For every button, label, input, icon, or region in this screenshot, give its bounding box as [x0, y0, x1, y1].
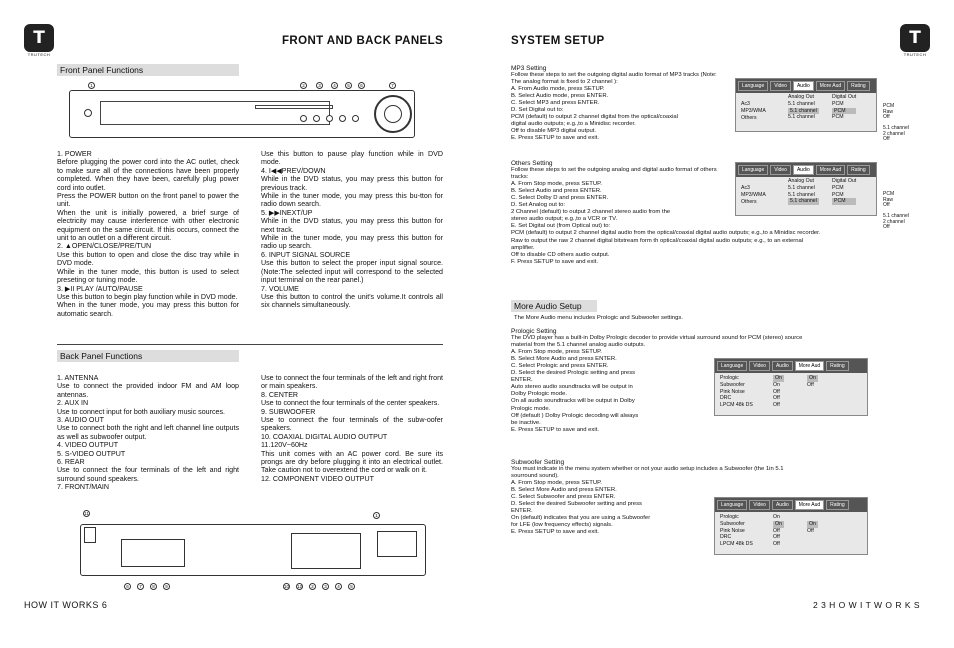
menu-tab: Rating	[847, 81, 869, 91]
step-line: Prologic mode.	[511, 405, 551, 412]
text-line: Use to connect input for both auxiliary music sources.	[57, 407, 225, 416]
step-line: B. Select Audio and press ENTER.	[511, 188, 602, 195]
menu-values-col	[773, 375, 784, 409]
text-line: Use this button to select the proper input signal source.(Note:The selected input will correspond to the selected input terminal on the rear panel.)	[261, 259, 443, 285]
text-line: 2. ▲OPEN/CLOSE/PRE/TUN	[57, 242, 152, 251]
menu-row: MP3/WMA	[741, 191, 766, 198]
step-line: On (default) indicates that you are using a Subwoofer	[511, 515, 651, 522]
text-line: While in the DVD status, you may press this button for next track.	[261, 217, 443, 234]
option: 5.1 channel	[883, 213, 909, 219]
subwoofer-intro: You must indicate in the menu system whether or not your audio setup includes a Subwoofer (the 1in 5.1 sourround sound).	[511, 466, 784, 480]
menu-val-selected: PCM	[832, 108, 856, 115]
step-line: D. Set Digital out to:	[511, 107, 564, 114]
text-line: 9. SUBWOOFER	[261, 407, 316, 416]
menu-tab-active: More Aud	[795, 361, 824, 371]
menu-val: 5.1 channel	[788, 100, 815, 107]
step-line: C. Select MP3 and press ENTER.	[511, 100, 600, 107]
menu-row: LPCM 48k DS	[720, 402, 753, 409]
menu-tab: Rating	[847, 165, 869, 175]
text-line: 3. ▶II PLAY /AUTO/PAUSE	[57, 284, 143, 293]
step-line: E. Press SETUP to save and exit.	[511, 426, 599, 433]
step-line: D. Select the desired Subwoofer setting and press	[511, 501, 642, 508]
trutech-logo-icon: T	[24, 24, 54, 52]
menu-row: Others	[741, 114, 757, 121]
text-line: 8. CENTER	[261, 390, 299, 399]
menu-val: 5.1 channel	[788, 184, 815, 191]
menu-row: Prologic	[720, 375, 739, 381]
front-panel-illustration	[69, 90, 415, 138]
option: Off	[883, 136, 890, 143]
menu-row: MP3/WMA	[741, 107, 766, 114]
menu-option-selected: On	[809, 375, 816, 381]
step-line: B. Select More Audio and press ENTER.	[511, 487, 617, 494]
menu-col-head: Analog Out	[788, 94, 814, 100]
back-callout: 8	[150, 583, 157, 590]
option: 2 channel	[883, 218, 905, 225]
menu-tabs	[715, 498, 867, 512]
menu-val: Off	[773, 395, 780, 402]
text-line: Use this button to control the unit's volume.It controls all six channels simultaneously.	[261, 292, 443, 310]
mp3-intro: Follow these steps to set the outgoing digital audio format of MP3 tracks (Note: The analog format is fixed to 2 channel ):	[511, 72, 717, 86]
option: PCM	[883, 103, 895, 109]
step-line: Off to disable MP3 digital output.	[511, 128, 597, 135]
menu-tab: Language	[738, 81, 768, 91]
front-button-icon	[300, 115, 307, 122]
step-line: A. From Stop mode, press SETUP.	[511, 349, 602, 356]
others-heading: Others Setting	[511, 160, 553, 167]
menu-tab: More Aud	[816, 165, 845, 175]
text-line: 4. I◀◀PREV/DOWN	[261, 166, 326, 175]
text-line: When the unit is initially powered, a brief surge of electricity may cause interference with other electronic equipment on the same circuit. If this occurs, connect the unit to an outlet on a different circuit.	[57, 208, 239, 243]
menu-tab: Audio	[772, 500, 793, 510]
front-functions-col2	[261, 150, 443, 310]
back-callout: 12	[297, 584, 303, 589]
step-line: C. Select Subwoofer and press ENTER.	[511, 494, 616, 501]
menu-values-col	[773, 514, 784, 548]
back-callout: 2	[309, 583, 316, 590]
menu-digital-col	[832, 178, 856, 205]
step-line: stereo audio output; e.g.,to a VCR or TV.	[511, 216, 618, 223]
back-panel-band: Back Panel Functions	[57, 350, 239, 362]
step-line: D. Set Analog out to:	[511, 202, 566, 209]
menu-val: Off	[773, 527, 780, 534]
menu-tabs	[736, 163, 876, 177]
left-page-title: FRONT AND BACK PANELS	[282, 35, 444, 47]
others-audio-menu	[735, 162, 877, 216]
text-line: 1. POWER	[57, 150, 92, 158]
menu-option: Off	[807, 381, 814, 388]
speaker-terminal-block-icon	[121, 539, 185, 567]
menu-col-head: Digital Out	[832, 178, 857, 184]
menu-row: Subwoofer	[720, 520, 745, 527]
menu-row-labels	[741, 101, 766, 121]
text-line: While in the tuner mode, this button is used to select preseting or tuning mode.	[57, 267, 239, 285]
menu-row: Ac3	[741, 101, 750, 107]
front-button-icon	[313, 115, 320, 122]
menu-tab: Video	[749, 361, 770, 371]
menu-val: PCM	[832, 114, 844, 121]
menu-options-col	[807, 521, 818, 535]
back-callout: 5	[348, 583, 355, 590]
text-line: While in the tuner mode, you may press this bu-tton for radio down search.	[261, 192, 443, 209]
menu-row: Others	[741, 198, 757, 205]
step-line: be inactive.	[511, 419, 541, 426]
text-line: 7. VOLUME	[261, 284, 299, 293]
back-callout: 1	[373, 512, 380, 519]
step-line: Auto stereo audio soundtracks will be output in	[511, 384, 633, 391]
text-line: Use this button to begin play function while in DVD mode.	[57, 292, 238, 301]
subwoofer-heading: Subwoofer Setting	[511, 459, 565, 466]
back-callout: 3	[322, 583, 329, 590]
volume-knob-inner	[384, 105, 402, 123]
brand-logo-left	[24, 24, 54, 57]
text-line: 5. S-VIDEO OUTPUT	[57, 449, 126, 458]
back-callout: 9	[163, 583, 170, 590]
step-line: C. Select Prologic and press ENTER.	[511, 363, 609, 370]
front-panel-band: Front Panel Functions	[57, 64, 239, 76]
menu-analog-col	[788, 94, 819, 121]
menu-val: 5.1 channel	[788, 191, 815, 198]
front-callout: 4	[331, 82, 338, 89]
menu-val: PCM	[832, 184, 844, 191]
power-cord-socket-icon	[84, 527, 96, 543]
menu-tab: Rating	[826, 361, 848, 371]
more-audio-intro: The More Audio menu includes Prologic and Subwoofer settings.	[514, 315, 683, 321]
disc-tray-slot	[255, 105, 333, 109]
option: 2 channel	[883, 130, 905, 137]
menu-val: Off	[773, 541, 780, 548]
text-line: 2. AUX IN	[57, 399, 89, 408]
more-audio-band: More Audio Setup	[511, 300, 597, 312]
right-footer: 2 3 H O W I T W O R K S	[813, 600, 921, 610]
step-line: amplifier.	[511, 244, 535, 251]
text-line: 6. INPUT SIGNAL SOURCE	[261, 250, 351, 259]
option: PCM	[883, 191, 895, 197]
text-line: Use this button to pause play function while in DVD mode.	[261, 150, 443, 167]
section-divider	[57, 344, 443, 345]
front-button-icon	[339, 115, 346, 122]
mp3-pcm-options	[883, 104, 894, 121]
back-callout: 7	[137, 583, 144, 590]
menu-option-selected: On	[809, 521, 816, 527]
menu-tab: Video	[770, 165, 791, 175]
menu-tab: Language	[738, 165, 768, 175]
menu-option: Off	[807, 527, 814, 534]
trutech-logo-icon: T	[900, 24, 930, 52]
text-line: Before plugging the power cord into the AC outlet, check to make sure all of the connections have been properly completed. When they have been, carefully plug power cord into outlet.	[57, 158, 239, 192]
menu-val: Off	[773, 402, 780, 409]
step-line: A. From Stop mode, press SETUP.	[511, 480, 602, 487]
menu-val: PCM	[832, 100, 844, 107]
menu-tab: More Aud	[816, 81, 845, 91]
menu-tab: Language	[717, 500, 747, 510]
others-intro: Follow these steps to set the outgoing analog and digital audio format of others tracks:	[511, 167, 717, 181]
text-line: Use to connect the four terminals of the left and right surround sound speakers.	[57, 466, 239, 483]
menu-tab-active: Audio	[793, 81, 814, 91]
option: Off	[883, 202, 890, 209]
step-line: C. Select Dolby D and press ENTER.	[511, 195, 609, 202]
mp3-channel-options	[883, 126, 909, 143]
step-line: digital audio outputs; e.g.,to a Minidisc recorder.	[511, 121, 636, 128]
back-panel-illustration	[80, 524, 426, 576]
prologic-intro: The DVD player has a built-in Dolby Prologic decoder to provide virtual surround sound for PCM (stereo) source material from the 5.1 channel analog audio outputs.	[511, 335, 803, 349]
step-line: On all audio soundtracks will be output in Dolby	[511, 398, 635, 405]
step-line: Raw to output the raw 2 channel digital bitstream form th optical/coaxial digital audio outputs; e.g., to an external	[511, 237, 804, 244]
menu-tab: Rating	[826, 500, 848, 510]
menu-val: 5.1 channel	[788, 114, 815, 121]
back-callout: 4	[335, 583, 342, 590]
step-line: for LFE (low frequency effects) signals.	[511, 522, 613, 529]
brand-name: TRUTECH	[27, 52, 51, 57]
menu-tabs	[715, 359, 867, 373]
power-button-icon	[84, 109, 92, 117]
text-line: Use this button to open and close the disc tray while in DVD mode.	[57, 250, 239, 268]
mp3-heading: MP3 Setting	[511, 65, 547, 72]
front-callout: 2	[300, 82, 307, 89]
back-callouts-bottom-right	[283, 583, 355, 590]
others-channel-options	[883, 214, 909, 231]
text-line: 10. COAXIAL DIGITAL AUDIO OUTPUT	[261, 432, 388, 441]
text-line: Use to connect the four terminals of the subw-oofer speakers.	[261, 416, 443, 433]
menu-col-head: Digital Out	[832, 94, 857, 100]
text-line: 3. AUDIO OUT	[57, 416, 104, 425]
left-footer: HOW IT WORKS 6	[24, 600, 108, 610]
step-line: A. From Stop mode, press SETUP.	[511, 181, 602, 188]
front-callout: 7	[389, 82, 396, 89]
front-callout: 5	[345, 82, 352, 89]
option: 5.1 channel	[883, 125, 909, 131]
text-line: While in the tuner mode, you may press this button for radio up search.	[261, 234, 443, 251]
menu-row: Pink Noise	[720, 388, 745, 395]
antenna-terminal-icon	[377, 531, 417, 557]
back-functions-col1	[57, 374, 239, 492]
text-line: 5. ▶▶INEXT/UP	[261, 208, 313, 217]
text-line: 12. COMPONENT VIDEO OUTPUT	[261, 474, 374, 483]
menu-tab-active: Audio	[793, 165, 814, 175]
step-line: Off (default ) Dolby Prologic decoding will always	[511, 412, 639, 419]
mp3-setting-section	[511, 65, 727, 143]
step-line: ENTER.	[511, 377, 533, 384]
text-line: 7. FRONT/MAIN	[57, 483, 110, 492]
step-line: E. Press SETUP to save and exit.	[511, 135, 599, 142]
text-line: 6. REAR	[57, 458, 85, 467]
step-line: B. Select More Audio and press ENTER.	[511, 356, 617, 363]
back-functions-col2	[261, 374, 443, 483]
front-button-icon	[326, 115, 333, 122]
prologic-menu	[714, 358, 868, 416]
text-line: Use to connect the four terminals of the center speakers.	[261, 399, 440, 408]
text-line: This unit comes with an AC power cord. Be sure its prongs are dry before plugging it into an electrical outlet. Take caution not to overextend the cord or walk on it.	[261, 449, 443, 475]
front-callout: 6	[358, 82, 365, 89]
text-line: Press the POWER button on the front panel to power the unit.	[57, 192, 239, 209]
menu-row: Pink Noise	[720, 527, 745, 534]
text-line: 1. ANTENNA	[57, 374, 99, 382]
menu-tab: Language	[717, 361, 747, 371]
step-line: PCM (default) to output 2 channel digital audio from the optical/coaxial digital audio outputs; e.g.,to a Minidisc recorder.	[511, 230, 821, 237]
step-line: E. Press SETUP to save and exit.	[511, 529, 599, 536]
menu-digital-col	[832, 94, 856, 121]
menu-val: On	[773, 381, 780, 388]
menu-val-selected: PCM	[832, 198, 856, 205]
menu-val-selected: 5.1 channel	[790, 107, 817, 114]
menu-row: Ac3	[741, 185, 750, 191]
brand-name: TRUTECH	[903, 52, 927, 57]
menu-val: On	[773, 514, 780, 520]
menu-options-col	[807, 375, 818, 389]
menu-val-selected: On	[775, 520, 782, 527]
menu-val: Off	[773, 534, 780, 541]
menu-row: Prologic	[720, 514, 739, 520]
front-functions-col1	[57, 150, 239, 318]
text-line: Use to connect the four terminals of the left and right front or main speakers.	[261, 374, 443, 391]
others-pcm-options	[883, 192, 894, 209]
step-line: 2 Channel (default) to output 2 channel stereo audio from the	[511, 209, 671, 216]
menu-row-labels	[741, 185, 766, 205]
option: Raw	[883, 108, 894, 115]
menu-row-labels	[720, 375, 753, 409]
step-line: ENTER.	[511, 508, 533, 515]
av-output-block-icon	[291, 533, 361, 569]
text-line: Use to connect both the right and left channel line outputs as well as subwoofer output.	[57, 424, 239, 441]
mp3-audio-menu	[735, 78, 877, 132]
back-callouts-bottom	[124, 583, 170, 590]
step-line: Dolby Prologic mode.	[511, 391, 567, 398]
right-page-title: SYSTEM SETUP	[511, 35, 605, 47]
menu-row-labels	[720, 514, 753, 548]
menu-val-selected: 5.1 channel	[790, 198, 817, 205]
step-line: B. Select Audio mode, press ENTER.	[511, 93, 609, 100]
option: Off	[883, 114, 890, 121]
menu-row: Subwoofer	[720, 381, 745, 388]
menu-analog-col	[788, 178, 819, 205]
subwoofer-menu	[714, 497, 868, 555]
text-line: While in the DVD status, you may press this button for previous track.	[261, 175, 443, 192]
step-line: A. From Audio mode, press SETUP.	[511, 86, 605, 93]
step-line: E. Set Digital out (from Optical out) to:	[511, 223, 611, 230]
back-callout: 10	[284, 584, 290, 589]
menu-tab: Audio	[772, 361, 793, 371]
prologic-heading: Prologic Setting	[511, 328, 557, 335]
menu-row: DRC	[720, 395, 732, 402]
step-line: Off to disable CD others audio output.	[511, 251, 610, 258]
text-line: 4. VIDEO OUTPUT	[57, 441, 119, 450]
brand-logo-right	[900, 24, 930, 57]
menu-tabs	[736, 79, 876, 93]
text-line: Use to connect the provided indoor FM and AM loop antennas.	[57, 382, 239, 399]
front-callout: 1	[88, 82, 95, 89]
front-panel-buttons	[300, 115, 359, 122]
back-callout: 11	[84, 511, 89, 516]
front-callout: 3	[316, 82, 323, 89]
menu-row: LPCM 48k DS	[720, 541, 753, 548]
menu-tab: Video	[749, 500, 770, 510]
text-line: When in the tuner mode, you may press this button for automatic search.	[57, 301, 239, 318]
front-button-icon	[352, 115, 359, 122]
text-line: 11.120V~60Hz	[261, 441, 308, 450]
step-line: PCM (default) to output 2 channel digital from the optical/coaxial	[511, 114, 678, 121]
menu-val: Off	[773, 388, 780, 395]
step-line: F. Press SETUP to save and exit.	[511, 258, 598, 265]
menu-tab-active: More Aud	[795, 500, 824, 510]
option: Off	[883, 224, 890, 231]
menu-tab: Video	[770, 81, 791, 91]
menu-val-selected: On	[775, 375, 782, 381]
menu-col-head: Analog Out	[788, 178, 814, 184]
step-line: D. Select the desired Prologic setting and press	[511, 370, 636, 377]
menu-row: DRC	[720, 534, 732, 541]
option: Raw	[883, 196, 894, 203]
back-callout: 6	[124, 583, 131, 590]
menu-val: PCM	[832, 191, 844, 198]
